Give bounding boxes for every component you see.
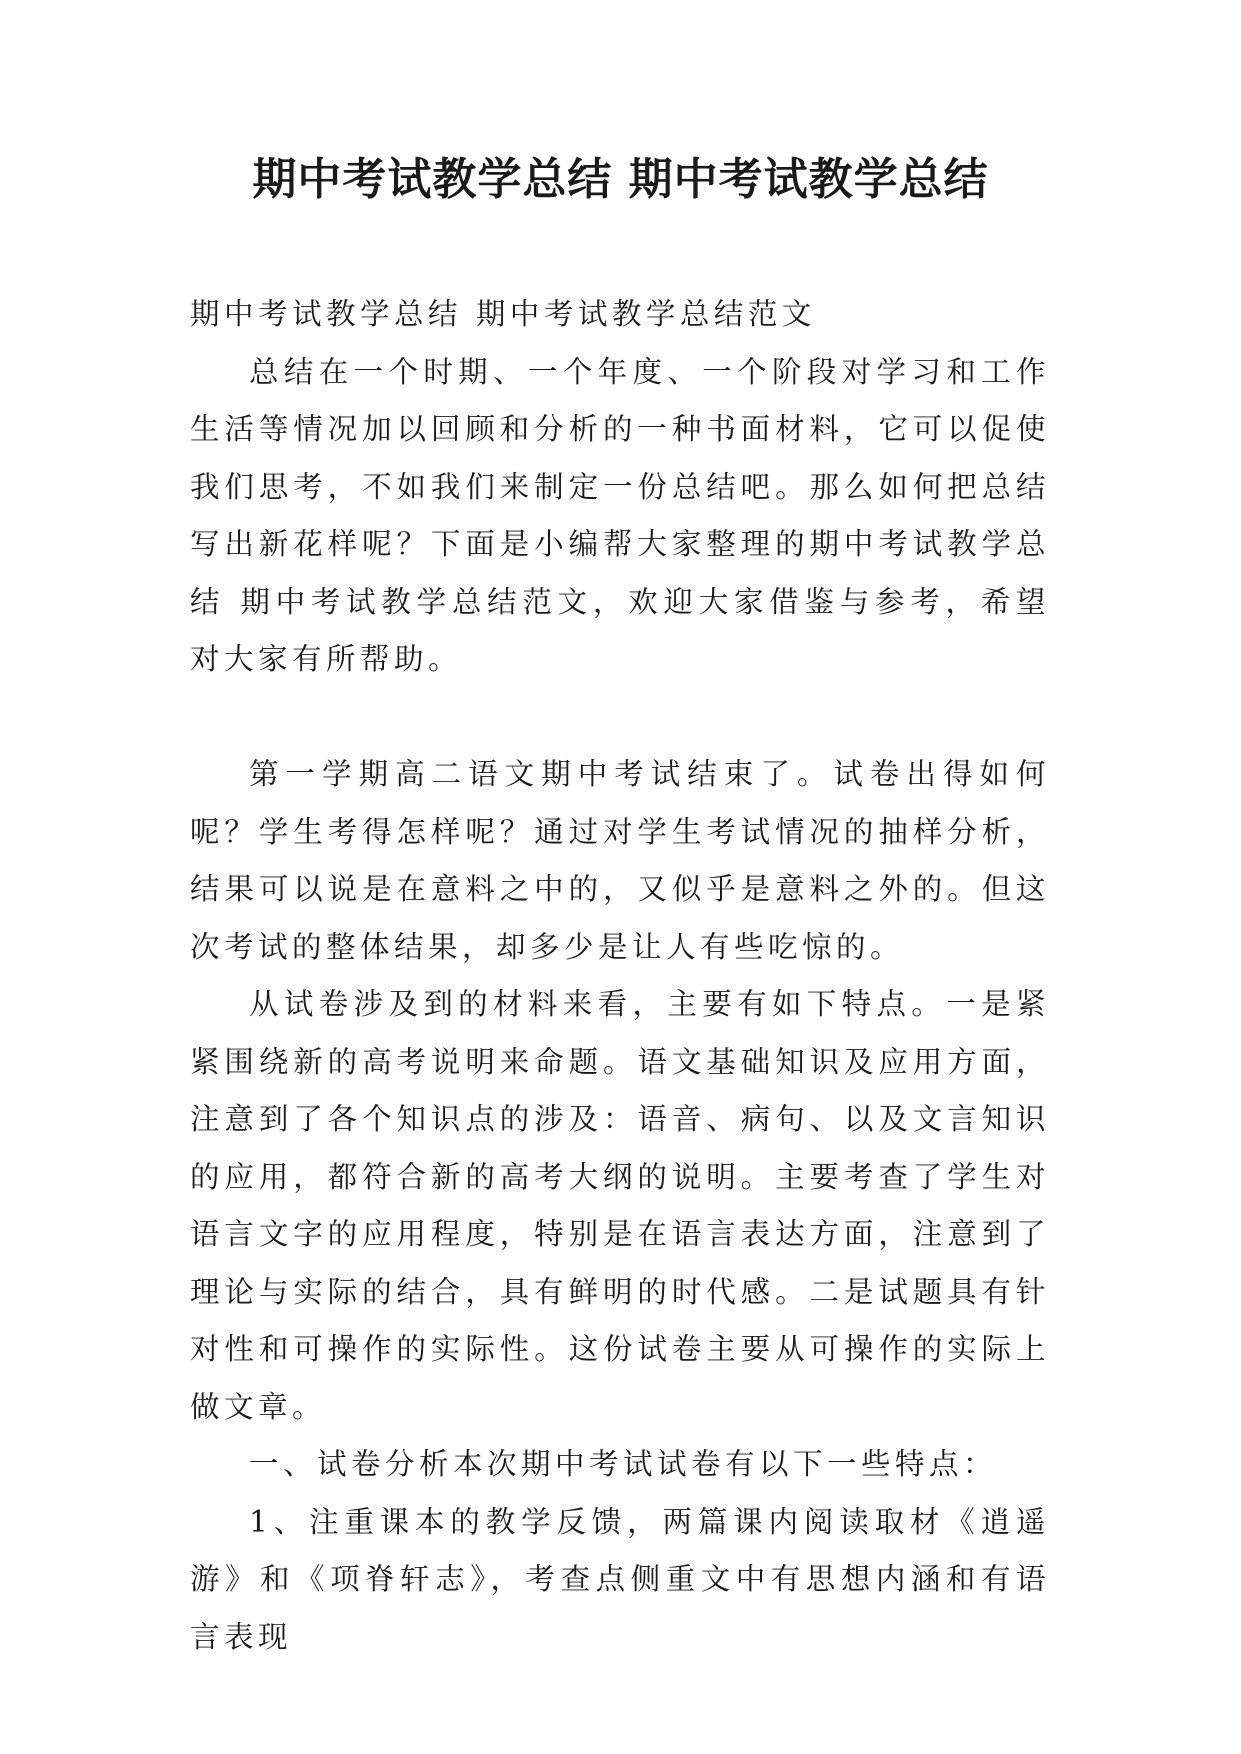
document-body [190,286,1050,1666]
paragraph-intro: 总结在一个时期、一个年度、一个阶段对学习和工作生活等情况加以回顾和分析的一种书面材料，它可以促使我们思考，不如我们来制定一份总结吧。那么如何把总结写出新花样呢？下面是小编帮大家整理的期中考试教学总结 期中考试教学总结范文，欢迎大家借鉴与参考，希望对大家有所帮助。 [190,354,1050,676]
paragraph-exam-features: 从试卷涉及到的材料来看，主要有如下特点。一是紧紧围绕新的高考说明来命题。语文基础知识及应用方面，注意到了各个知识点的涉及：语音、病句、以及文言知识的应用，都符合新的高考大纲的说明。主要考查了学生对语言文字的应用程度，特别是在语言表达方面，注意到了理论与实际的结合，具有鲜明的时代感。二是试题具有针对性和可操作的实际性。这份试卷主要从可操作的实际上做文章。 [190,987,1050,1424]
paragraph-spacer [190,689,1050,747]
document-subtitle: 期中考试教学总结 期中考试教学总结范文 [190,297,816,331]
document-title: 期中考试教学总结 期中考试教学总结 [252,154,989,205]
paragraph-point-1: 1、注重课本的教学反馈，两篇课内阅读取材《逍遥游》和《项脊轩志》，考查点侧重文中有思想内涵和有语言表现 [190,1504,1050,1654]
paragraph-exam-result: 第一学期高二语文期中考试结束了。试卷出得如何呢？学生考得怎样呢？通过对学生考试情况的抽样分析，结果可以说是在意料之中的，又似乎是意料之外的。但这次考试的整体结果，却多少是让人有些吃惊的。 [190,757,1050,964]
paragraph-section-heading: 一、试卷分析本次期中考试试卷有以下一些特点： [249,1447,998,1481]
